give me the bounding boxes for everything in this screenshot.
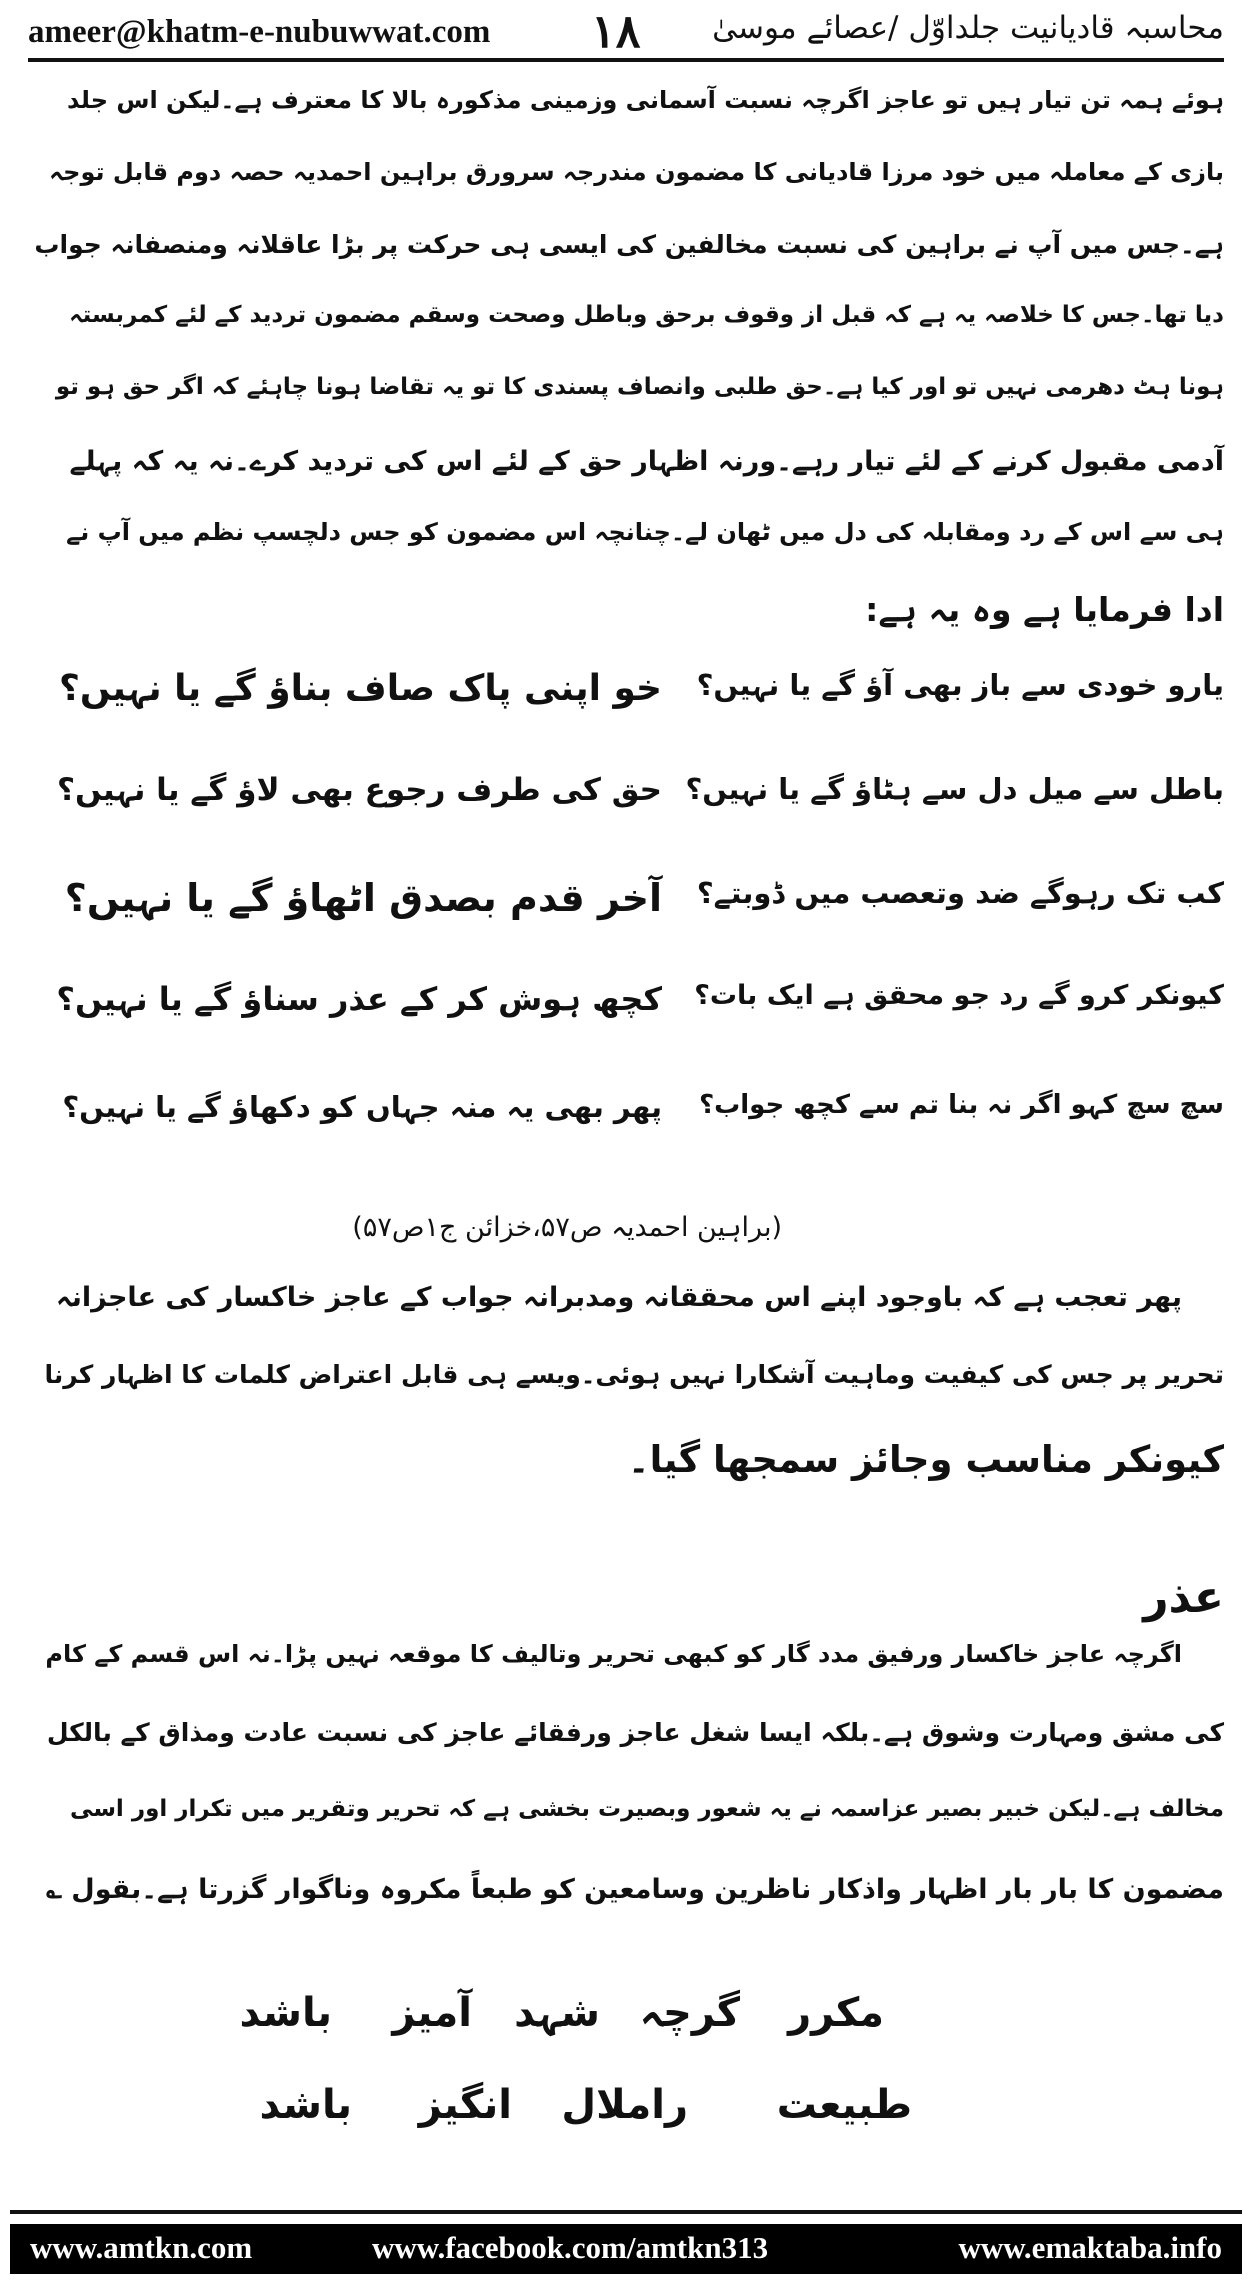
footer-link-amtkn[interactable]: www.amtkn.com [30,2230,253,2265]
poem-verse-left: حق کی طرف رجوع بھی لاؤ گے یا نہیں؟ [57,772,662,808]
footer-bar [10,2224,1242,2274]
text-line: مخالف ہے۔لیکن خبیر بصیر عزاسمہ نے یہ شعور وبصیرت بخشی ہے کہ تحریر وتقریر میں تکرار اور اسی [70,1796,1224,1822]
citation: (براہین احمدیہ ص۵۷،خزائن ج۱ص۵۷) [352,1212,782,1243]
text-line: تحریر پر جس کی کیفیت وماہیت آشکارا نہیں ہوئی۔ویسے ہی قابل اعتراض کلمات کا اظہار کرنا [44,1360,1224,1389]
couplet-word: گرچہ [639,1990,740,2036]
text-line: دیا تھا۔جس کا خلاصہ یہ ہے کہ قبل از وقوف برحق وباطل وصحت وسقم مضمون تردید کے لئے کمربستہ [69,302,1224,328]
footer-link-emaktaba[interactable]: www.emaktaba.info [958,2230,1222,2265]
couplet-word: شہد [514,1990,600,2036]
section-heading: عذر [1143,1572,1224,1623]
poem-verse-right: یارو خودی سے باز بھی آؤ گے یا نہیں؟ [696,668,1224,702]
couplet-word: طبیعت [776,2082,912,2128]
page-number: ۱۸ [591,4,641,58]
poem-verse-right: باطل سے میل دل سے ہٹاؤ گے یا نہیں؟ [685,772,1224,806]
poem-verse-right: سچ سچ کہو اگر نہ بنا تم سے کچھ جواب؟ [699,1090,1224,1120]
text-line: ہی سے اس کے رد ومقابلہ کی دل میں ٹھان لے۔چنانچہ اس مضمون کو جس دلچسپ نظم میں آپ نے [66,518,1224,546]
couplet-word: مکرر [788,1990,884,2036]
couplet-word: باشد [259,2082,352,2128]
text-line: پھر تعجب ہے کہ باوجود اپنے اس محققانہ ومدبرانہ جواب کے عاجز خاکسار کی عاجزانہ [55,1282,1182,1313]
footer-link-facebook[interactable]: www.facebook.com/amtkn313 [372,2230,769,2265]
poem-verse-left: کچھ ہوش کر کے عذر سناؤ گے یا نہیں؟ [56,980,662,1018]
poem-verse-right: کب تک رہوگے ضد وتعصب میں ڈوبتے؟ [696,876,1224,910]
text-line: کیونکر مناسب وجائز سمجھا گیا۔ [627,1438,1224,1481]
couplet-word: انگیز [418,2082,512,2128]
couplet-word: آمیز [392,1990,472,2036]
header-divider [28,58,1224,62]
poem-verse-right: کیونکر کرو گے رد جو محقق ہے ایک بات؟ [694,980,1224,1011]
footer-divider [10,2210,1242,2214]
text-line: آدمی مقبول کرنے کے لئے تیار رہے۔ورنہ اظہار حق کے لئے اس کی تردید کرے۔نہ یہ کہ پہلے [69,446,1224,477]
text-line: ہے۔جس میں آپ نے براہین کی نسبت مخالفین کی ایسی ہی حرکت پر بڑا عاقلانہ ومنصفانہ جواب [34,230,1224,259]
text-line: بازی کے معاملہ میں خود مرزا قادیانی کا مضمون مندرجہ سرورق براہین احمدیہ حصہ دوم قابل توجہ [49,158,1224,186]
text-line: ہونا ہٹ دھرمی نہیں تو اور کیا ہے۔حق طلبی وانصاف پسندی کا تو یہ تقاضا ہونا چاہئے کہ اگر حق ہو تو [55,374,1224,400]
book-title: محاسبہ قادیانیت جلداوّل /عصائے موسیٰ [712,10,1224,46]
page-header [28,4,1224,58]
couplet-word: باشد [239,1990,332,2036]
text-line: مضمون کا بار بار اظہار واذکار ناظرین وسامعین کو طبعاً مکروہ وناگوار گزرتا ہے۔بقول ؎ [46,1874,1224,1905]
header-email[interactable]: ameer@khatm-e-nubuwwat.com [28,14,491,50]
text-line: ادا فرمایا ہے وہ یہ ہے: [865,590,1224,629]
poem-verse-left: پھر بھی یہ منہ جہاں کو دکھاؤ گے یا نہیں؟ [62,1090,662,1124]
couplet-word: راملال [561,2082,688,2128]
poem-verse-left: آخر قدم بصدق اٹھاؤ گے یا نہیں؟ [64,876,662,920]
poem-verse-left: خو اپنی پاک صاف بناؤ گے یا نہیں؟ [59,668,662,709]
text-line: اگرچہ عاجز خاکسار ورفیق مدد گار کو کبھی تحریر وتالیف کا موقعہ نہیں پڑا۔نہ اس قسم کے کام [45,1640,1182,1668]
text-line: کی مشق ومہارت وشوق ہے۔بلکہ ایسا شغل عاجز ورفقائے عاجز کی نسبت عادت ومذاق کے بالکل [46,1718,1224,1747]
text-line: ہوئے ہمہ تن تیار ہیں تو عاجز اگرچہ نسبت آسمانی وزمینی مذکورہ بالا کا معترف ہے۔لیکن اس جلد [67,86,1224,114]
